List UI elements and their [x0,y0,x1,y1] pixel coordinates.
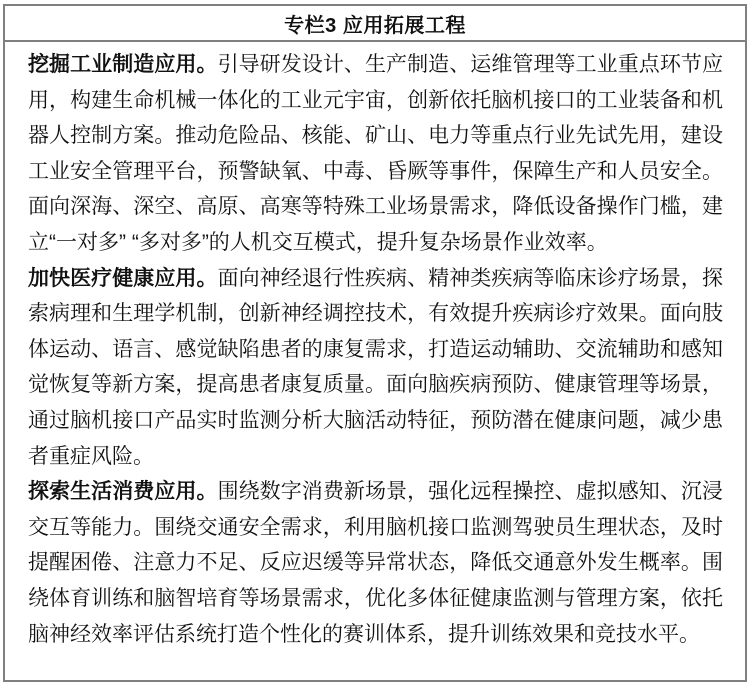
paragraph-lead: 挖掘工业制造应用。 [28,53,218,76]
column-box [3,4,747,682]
paragraph-text: 面向神经退行性疾病、精神类疾病等临床诊疗场景，探索病理和生理学机制，创新神经调控技术，有效提升疾病诊疗效果。面向肢体运动、语言、感觉缺陷患者的康复需求，打造运动辅助、交流辅助和感知觉恢复等新方案，提高患者康复质量。面向脑疾病预防、健康管理等场景，通过脑机接口产品实时监测分析大脑活动特征，预防潜在健康问题，减少患者重症风险。 [28,266,723,468]
paragraph-consumer-application [28,474,723,652]
paragraph-lead: 探索生活消费应用。 [28,480,218,504]
paragraph-text: 围绕数字消费新场景，强化远程操控、虚拟感知、沉浸交互等能力。围绕交通安全需求，利用脑机接口监测驾驶员生理状态，及时提醒困倦、注意力不足、反应迟缓等异常状态，降低交通意外发生概率。围绕体育训练和脑智培育等场景需求，优化多体征健康监测与管理方案，依托脑神经效率评估系统打造个性化的赛训体系，提升训练效果和竞技水平。 [28,480,723,646]
paragraph-industrial-application [28,47,723,261]
paragraph-lead: 加快医疗健康应用。 [28,266,218,290]
box-title-row [5,6,745,42]
box-title: 专栏3 应用拓展工程 [284,14,466,37]
box-body [5,42,745,680]
paragraph-medical-application [28,261,723,475]
paragraph-text: 引导研发设计、生产制造、运维管理等工业重点环节应用，构建生命机械一体化的工业元宇宙，创新依托脑机接口的工业装备和机器人控制方案。推动危险品、核能、矿山、电力等重点行业先试先用，建设工业安全管理平台，预警缺氧、中毒、昏厥等事件，保障生产和人员安全。面向深海、深空、高原、高寒等特殊工业场景需求，降低设备操作门槛，建立“一对多” “多对多”的人机交互模式，提升复杂场景作业效率。 [28,53,723,254]
